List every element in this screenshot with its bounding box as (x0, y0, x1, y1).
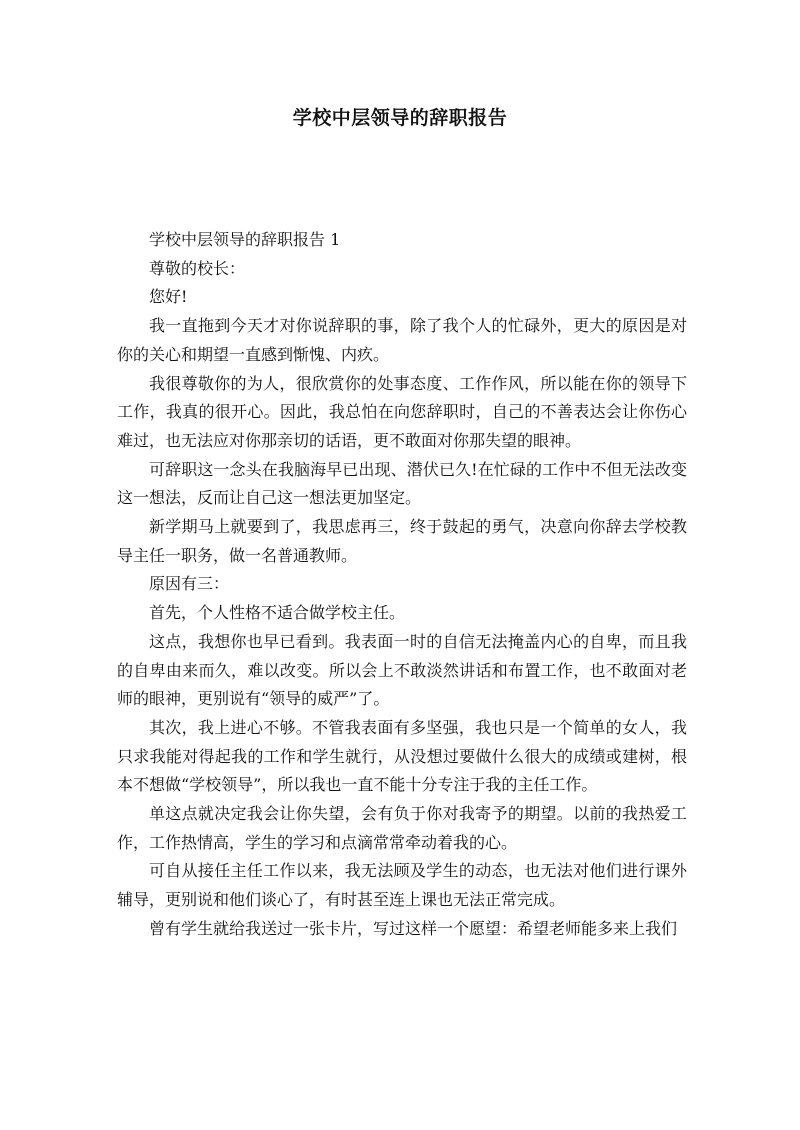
greeting-paragraph: 您好! (149, 287, 188, 307)
body-paragraph: 其次，我上进心不够。不管我表面有多坚强，我也只是一个简单的女人，我只求我能对得起我的工作和学生就行，从没想过要做什么很大的成绩或建树，根本不想做“学校领导”，所以我也一直不能十分专注于我的主任工作。 (117, 717, 687, 795)
salutation-paragraph: 尊敬的校长： (149, 258, 246, 278)
body-paragraph: 单这点就决定我会让你失望，会有负于你对我寄予的期望。以前的我热爱工作，工作热情高，学生的学习和点滴常常牵动着我的心。 (117, 804, 687, 852)
body-paragraph: 可自从接任主任工作以来，我无法顾及学生的动态，也无法对他们进行课外辅导，更别说和他们谈心了，有时甚至连上课也无法正常完成。 (117, 861, 687, 910)
body-paragraph: 我一直拖到今天才对你说辞职的事，除了我个人的忙碌外，更大的原因是对你的关心和期望一直感到惭愧、内疚。 (117, 316, 687, 364)
document-body (117, 226, 687, 944)
document-title: 学校中层领导的辞职报告 (292, 107, 508, 129)
body-paragraph: 原因有三： (149, 574, 230, 594)
subtitle-paragraph: 学校中层领导的辞职报告 1 (149, 230, 341, 249)
body-paragraph: 可辞职这一念头在我脑海早已出现、潜伏已久!在忙碌的工作中不但无法改变这一想法，反而让自己这一想法更加坚定。 (117, 459, 687, 508)
body-paragraph: 新学期马上就要到了，我思虑再三，终于鼓起的勇气，决意向你辞去学校教导主任一职务，做一名普通教师。 (117, 517, 687, 565)
body-paragraph: 我很尊敬你的为人，很欣赏你的处事态度、工作作风，所以能在你的领导下工作，我真的很开心。因此，我总怕在向您辞职时，自己的不善表达会让你伤心难过，也无法应对你那亲切的话语，更不敢面对你那失望的眼神。 (117, 373, 687, 450)
body-paragraph: 首先，个人性格不适合做学校主任。 (149, 603, 406, 623)
body-paragraph: 曾有学生就给我送过一张卡片，写过这样一个愿望：希望老师能多来上我们 (149, 918, 678, 938)
body-paragraph: 这点，我想你也早已看到。我表面一时的自信无法掩盖内心的自卑，而且我的自卑由来而久，难以改变。所以会上不敢淡然讲话和布置工作，也不敢面对老师的眼神，更别说有“领导的威严”了。 (117, 631, 687, 709)
